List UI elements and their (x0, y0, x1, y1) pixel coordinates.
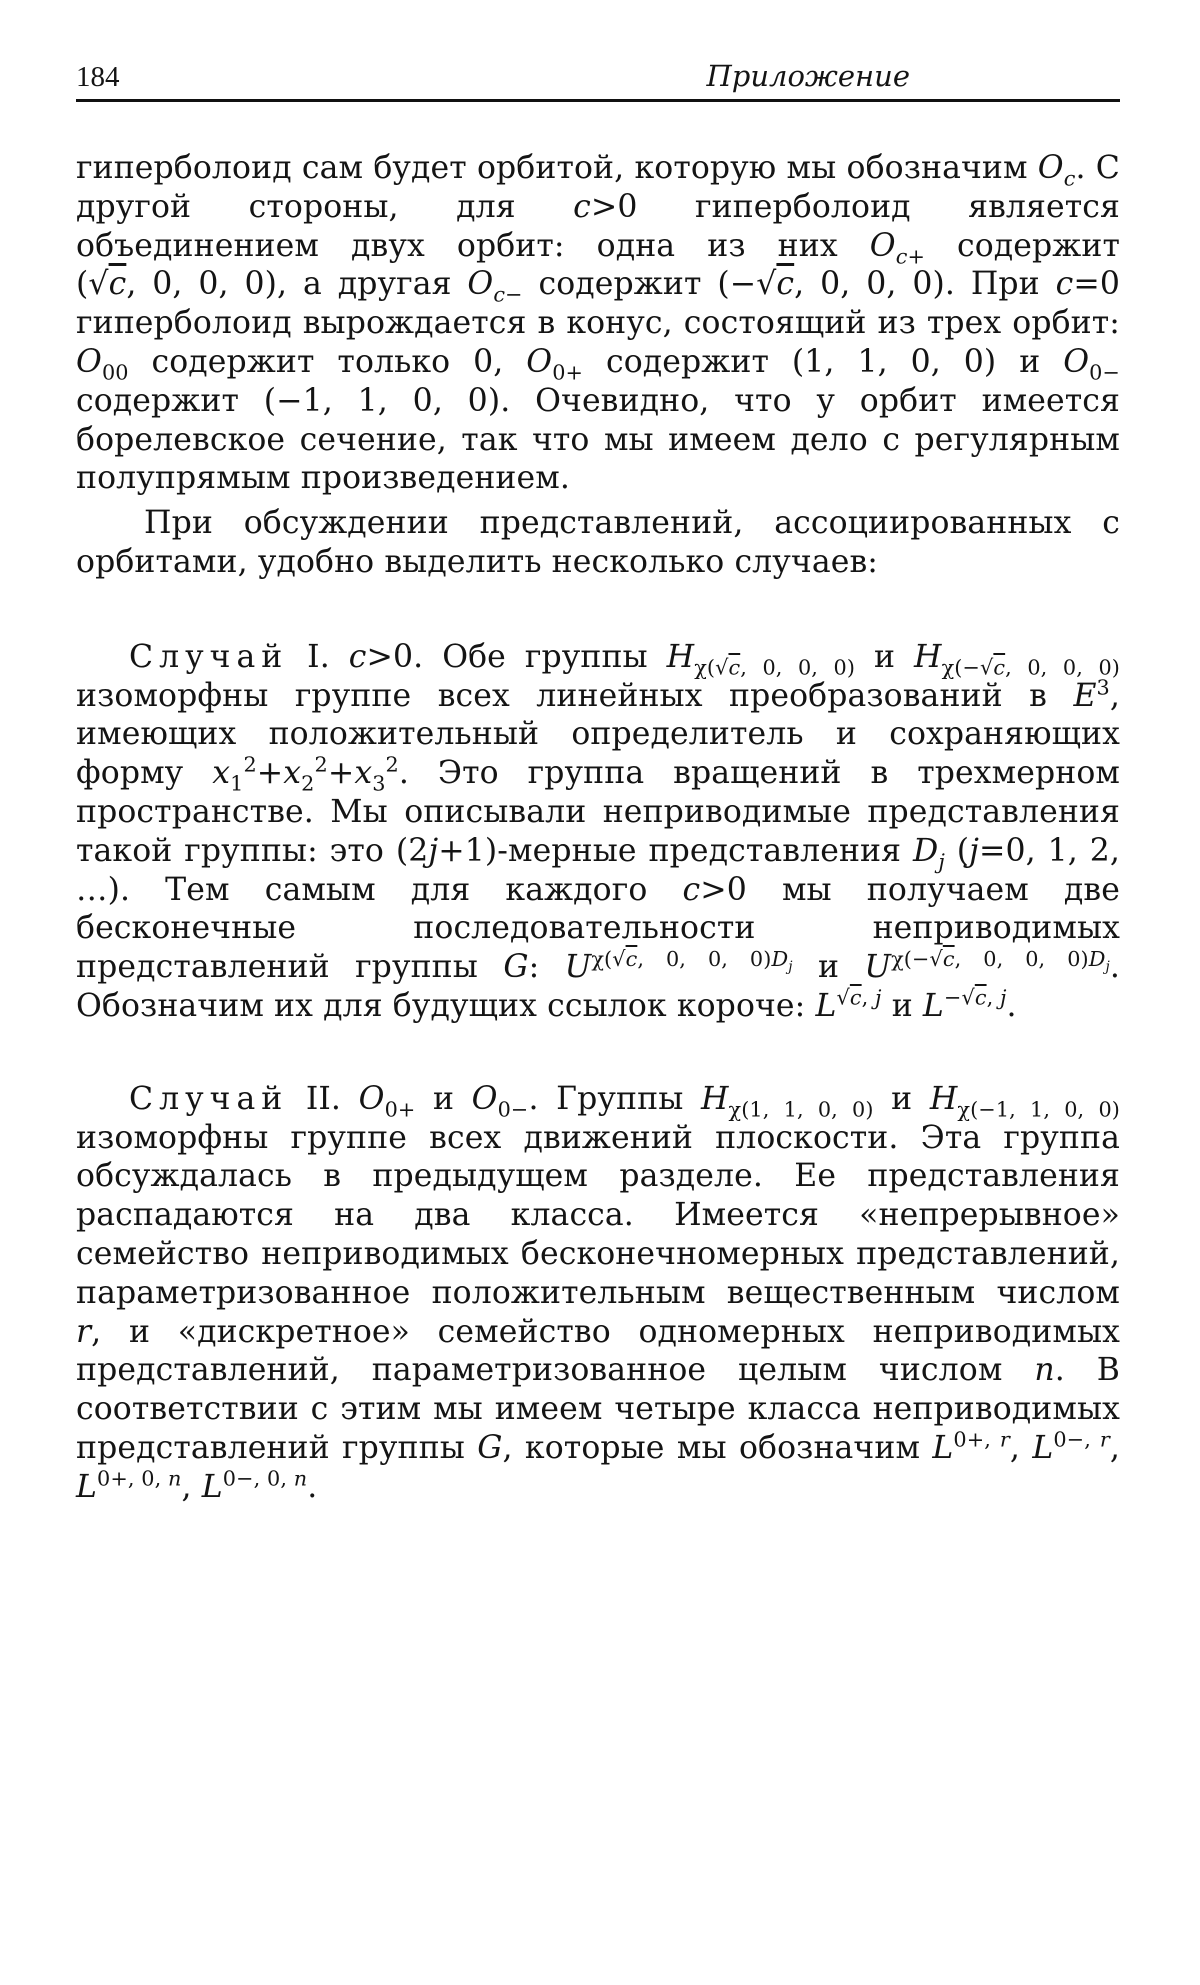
paragraph-case-1: Случай I. c>0. Обе группы $H_{\chi(√c, 0, 0, 0)}$ и $H_{\chi(-√c, 0, 0, 0)}$ изоморфны группе всех линейных преобразований в $E^3$, имеющих положительный определитель и сохраняющих форму $x_1^2+x_2^2+x_3^2$. Это группа вращений в трехмерном пространстве. Мы описывали неприводимые представления такой группы: это (2j+1)-мерные представления $D_j$ (j=0, 1, 2, …). Тем самым для каждого c>0 мы получаем две бесконечные последовательности неприводимых представлений группы G: $U^{\chi(√c, 0, 0, 0)D_j}$ и $U^{\chi(-√c, 0, 0, 0)D_j}$. Обозначим их для будущих ссылок короче: $L^{√c, j}$ и $L^{-√c, j}$. (76, 638, 1120, 1024)
running-title: Приложение (706, 59, 910, 93)
paragraph-case-2: Случай II. $O_{0+}$ и $O_{0-}$. Группы $H_{\chi(1, 1, 0, 0)}$ и $H_{\chi(-1, 1, 0, 0)}$ изоморфны группе всех движений плоскости. Эта группа обсуждалась в предыдущем разделе. Ее представления распадаются на два класса. Имеется «непрерывное» семейство неприводимых бесконечномерных представлений, параметризованное положительным вещественным числом r, и «дискретное» семейство одномерных неприводимых представлений, параметризованное целым числом n. В соответствии с этим мы имеем четыре класса неприводимых представлений группы G, которые мы обозначим $L^{0+, r}$, $L^{0-, r}$, $L^{0+, 0, n}$, $L^{0-, 0, n}$. (76, 1080, 1121, 1505)
paragraph-orbits: гиперболоид сам будет орбитой, которую мы обозначим $O_c$. С другой стороны, для c>0 гиперболоид является объединением двух орбит: одна из них $O_{c+}$ содержит (√c, 0, 0, 0), а другая $O_{c-}$ содержит (−√c, 0, 0, 0). При c=0 гиперболоид вырождается в конус, состоящий из трех орбит: $O_{00}$ содержит только 0, $O_{0+}$ содержит (1, 1, 0, 0) и $O_{0-}$ содержит (−1, 1, 0, 0). Очевидно, что у орбит имеется борелевское сечение, так что мы имеем дело с регулярным полупрямым произведением. (76, 150, 1121, 497)
page-header (76, 58, 1120, 102)
page-number: 184 (76, 61, 120, 93)
paragraph-cases-intro: При обсуждении представлений, ассоциированных с орбитами, удобно выделить несколько случаев: (76, 505, 1120, 580)
